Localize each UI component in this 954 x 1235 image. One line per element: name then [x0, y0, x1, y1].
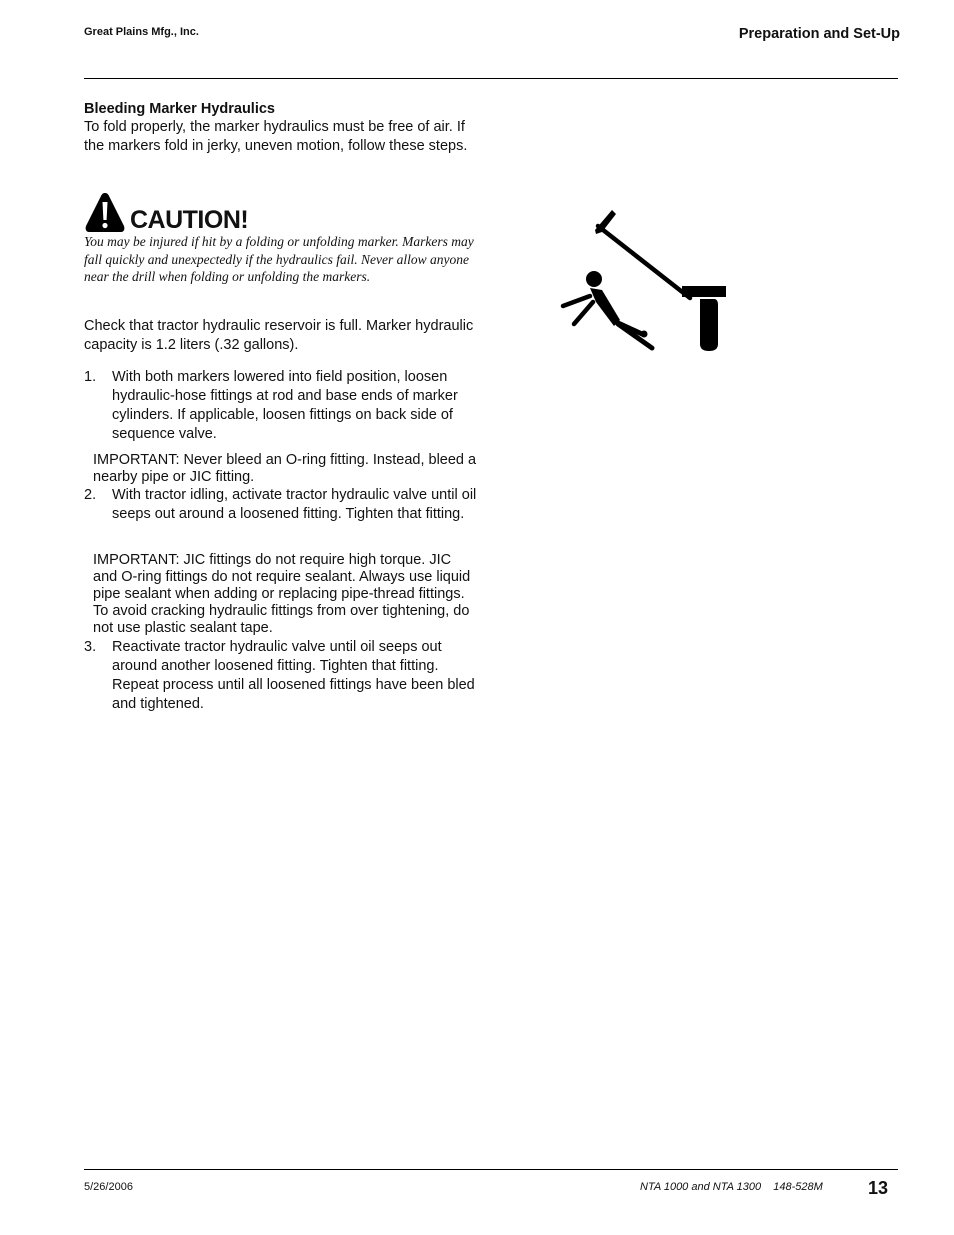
section-title: Preparation and Set-Up	[738, 26, 900, 42]
step-text: With tractor idling, activate tractor hydraulic valve until oil seeps out around a loosened fitting. Tighten that fitting.	[112, 487, 477, 522]
step-number: 2.	[84, 487, 97, 503]
step-number: 1.	[84, 369, 97, 385]
intro-paragraph: To fold properly, the marker hydraulics must be free of air. If the markers fold in jerky, uneven motion, follow these steps.	[84, 119, 468, 154]
page-number: 13	[868, 1178, 889, 1198]
step-text: With both markers lowered into field position, loosen hydraulic-hose fittings at rod and base ends of marker cylinders. If applicable, loosen fittings on back side of sequence valve.	[112, 369, 458, 442]
caution-body: You may be injured if hit by a folding or unfolding marker. Markers may fall quickly and unexpectedly if the hydraulics fail. Never allow anyone near the drill when folding or unfolding the markers.	[84, 234, 474, 284]
footer-date: 5/26/2006	[84, 1181, 133, 1193]
important-note: IMPORTANT: Never bleed an O-ring fitting. Instead, bleed a nearby pipe or JIC fitting.	[93, 452, 477, 485]
footer-model: NTA 1000 and NTA 1300 148-528M	[640, 1181, 823, 1193]
section-heading: Bleeding Marker Hydraulics	[84, 101, 275, 117]
footer-rule	[84, 1169, 898, 1170]
step-number: 3.	[84, 639, 97, 655]
step-text: Reactivate tractor hydraulic valve until oil seeps out around another loosened fitting. Tighten that fitting. Repeat process until all loosened fittings have been bled and tightened.	[112, 639, 475, 712]
header-rule	[84, 78, 898, 79]
warning-triangle-icon	[84, 192, 126, 234]
company-name: Great Plains Mfg., Inc.	[84, 26, 199, 38]
marker-hazard-illustration	[556, 206, 732, 356]
important-note: IMPORTANT: JIC fittings do not require high torque. JIC and O-ring fittings do not require sealant. Always use liquid pipe sealant when adding or replacing pipe-thread fittings. To avoid cracking hydraulic fittings from over tightening, do not use plastic sealant tape.	[93, 552, 471, 636]
caution-title: CAUTION!	[130, 206, 249, 234]
check-paragraph: Check that tractor hydraulic reservoir is full. Marker hydraulic capacity is 1.2 liters (.32 gallons).	[84, 318, 474, 353]
